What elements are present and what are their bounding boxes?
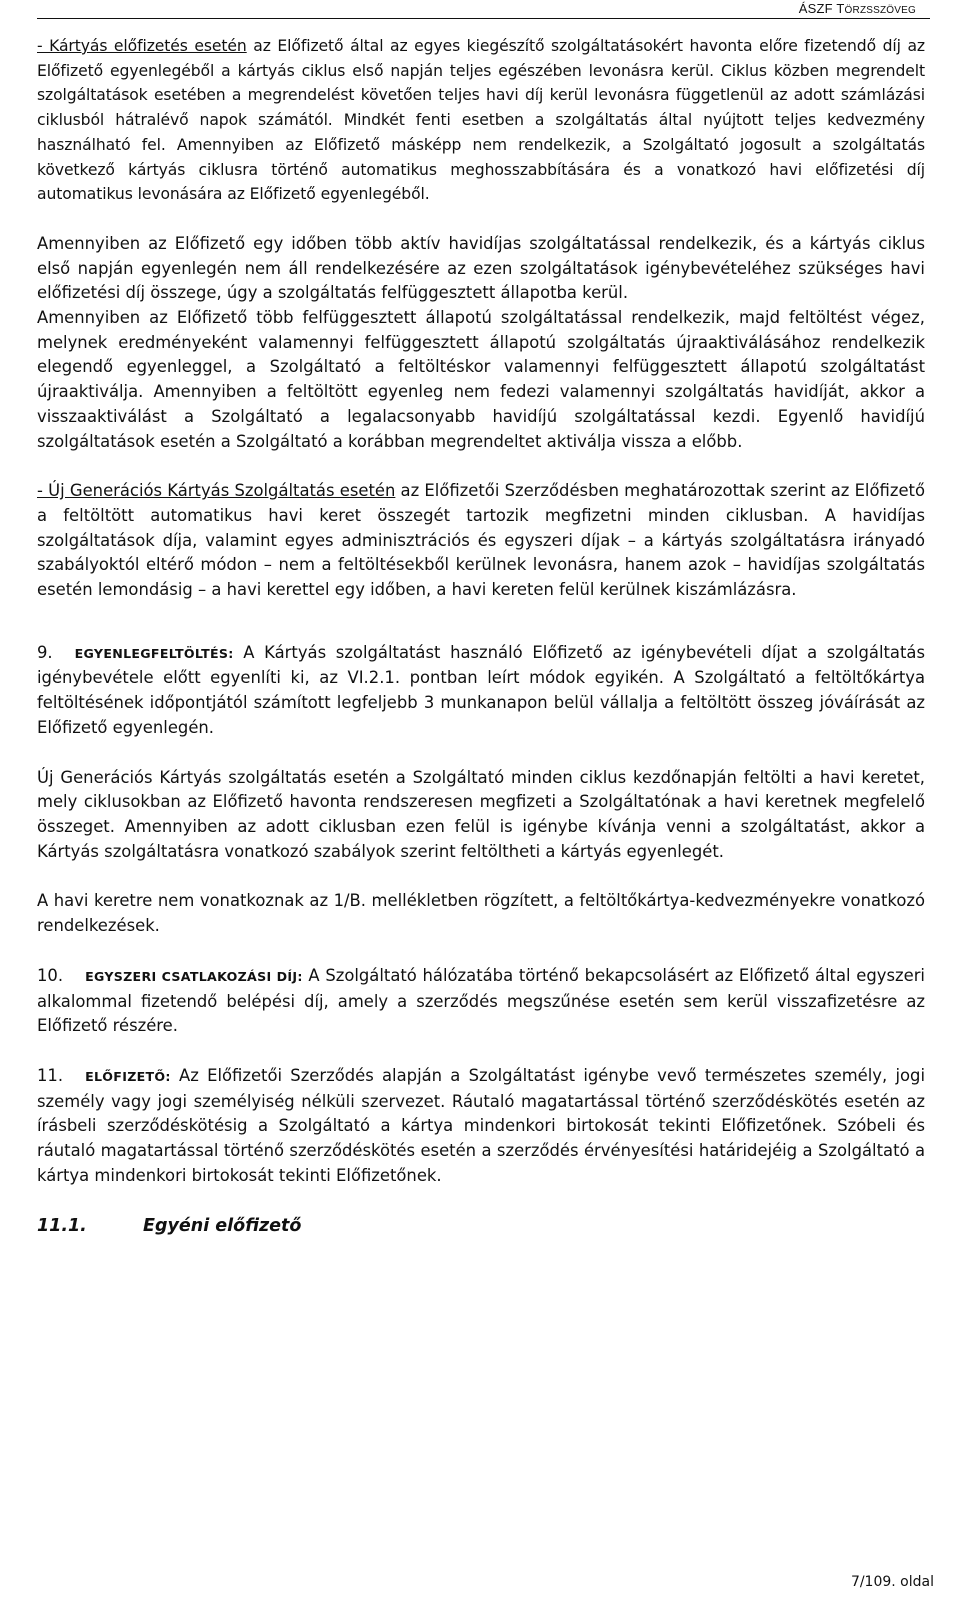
section-number: 10. <box>37 965 64 985</box>
section-number: 11. <box>37 1065 64 1085</box>
paragraph-reactivation: Amennyiben az Előfizető több felfüggesztett állapotú szolgáltatással rendelkezik, majd feltöltést végez, melynek eredményeként valamennyi felfüggesztett állapotú szolgáltatás újraaktiválásához rendelkezik elegendő egyenleggel, a Szolgáltató a feltöltéskor valamennyi felfüggesztett állapotú szolgáltatást újraaktiválja. Amennyiben a feltöltött egyenleg nem fedezi valamennyi szolgáltatás havidíját, akkor a visszaaktiválást a Szolgáltató a legalacsonyabb havidíjú szolgáltatással kezdi. Egyenlő havidíjú szolgáltatások esetén a Szolgáltató a korábban megrendeltet aktiválja vissza a előbb. <box>37 308 925 451</box>
document-title-smallcaps: ÖRZSSZÖVEG <box>844 5 916 16</box>
paragraph-lead-underlined: - Kártyás előfizetés esetén <box>37 37 247 55</box>
paragraph-text: az Előfizető által az egyes kiegészítő szolgáltatásokért havonta előre fizetendő díj az Előfizető egyenlegéből a kártyás ciklus első napján teljes egészében levonásra kerül. Ciklus közben megrendelt szolgáltatások esetében a megrendelést követően teljes havi díj kerül levonásra függetlenül az adott számlázási ciklusból hátralévő napok számától. Mindkét fenti esetben a szolgáltatás által nyújtott teljes kedvezmény használható fel. Amennyiben az Előfizető másképp nem rendelkezik, a Szolgáltató jogosult a szolgáltatás következő kártyás ciklusra történő automatikus meghosszabbítására és a vonatkozó havi előfizetési díj automatikus levonására az Előfizető egyenlegéből. <box>37 37 925 204</box>
section-number: 9. <box>37 642 53 662</box>
paragraph-prepaid-subscription <box>37 34 925 207</box>
section-9-balance-topup <box>37 641 925 741</box>
document-title-prefix: ÁSZF T <box>798 1 845 16</box>
page-header <box>37 0 930 19</box>
paragraph-suspension: Amennyiben az Előfizető egy időben több aktív havidíjas szolgáltatással rendelkezik, és a kártyás ciklus első napján egyenlegén nem áll rendelkezésére az ezen szolgáltatások igénybevételéhez szükséges havi előfizetési díj összege, úgy a szolgáltatás felfüggesztett állapotba kerül. <box>37 233 925 303</box>
section-text: A Szolgáltató hálózatába történő bekapcsolásért az Előfizető által egyszeri alkalommal fizetendő belépési díj, amely a szerződés megszűnése esetén sem kerül visszafizetésre az Előfizető részére. <box>37 965 925 1036</box>
section-keyword: EGYSZERI CSATLAKOZÁSI DÍJ: <box>85 968 303 984</box>
page-number: 7/109. oldal <box>850 1574 934 1590</box>
section-10-connection-fee <box>37 964 925 1039</box>
section-text: Az Előfizetői Szerződés alapján a Szolgáltatást igénybe vevő természetes személy, jogi személy vagy jogi személyiség nélküli szervezet. Ráutaló magatartással történő szerződéskötés esetén az írásbeli szerződéskötésig a Szolgáltató a kártya mindenkori birtokosát tekinti Előfizetőnek. Szóbeli és ráutaló magatartással történő szerződéskötés esetén a szerződés érvényesítési határidejéig a Szolgáltató a kártya mindenkori birtokosát tekinti Előfizetőnek. <box>37 1065 925 1185</box>
heading-number: 11.1. <box>37 1216 87 1237</box>
paragraph-monthly-credit-exception: A havi keretre nem vonatkoznak az 1/B. mellékletben rögzített, a feltöltőkártya-kedvezményekre vonatkozó rendelkezések. <box>37 891 925 936</box>
section-keyword: EGYENLEGFELTÖLTÉS: <box>74 645 234 661</box>
paragraph-text: az Előfizetői Szerződésben meghatározottak szerint az Előfizető a feltöltött automatikus havi keret összegét tartozik megfizetni minden ciklusban. A havidíjas szolgáltatások díja, valamint egyes adminisztrációs és egyszeri díjak – a kártyás szolgáltatásra irányadó szabályoktól eltérő módon – nem a feltöltésekből kerülnek levonásra, hanem azok – havidíjas szolgáltatás esetén lemondásig – a havi kerettel egy időben, a havi kereten felül kerülnek kiszámlázásra. <box>37 481 925 600</box>
section-11-subscriber <box>37 1064 925 1189</box>
section-keyword: ELŐFIZETŐ: <box>85 1068 171 1084</box>
document-body <box>37 34 925 1239</box>
section-text: A Kártyás szolgáltatást használó Előfizető az igénybevételi díjat a szolgáltatás igénybevétele előtt egyenlíti ki, az VI.2.1. pontban leírt módok egyikén. A Szolgáltató a feltöltőkártya feltöltésének időpontjától számított legfeljebb 3 munkanapon belül vállalja a feltöltött összeg jóváírását az Előfizető egyenlegén. <box>37 642 925 737</box>
paragraph-new-generation-service <box>37 479 925 603</box>
document-title <box>799 1 916 16</box>
heading-individual-subscriber <box>37 1213 925 1239</box>
paragraph-lead-underlined: - Új Generációs Kártyás Szolgáltatás esetén <box>37 481 396 501</box>
paragraph-monthly-credit: Új Generációs Kártyás szolgáltatás esetén a Szolgáltató minden ciklus kezdőnapján feltölti a havi keretet, mely ciklusokban az Előfizető havonta rendszeresen megfizeti a Szolgáltatónak a havi keretnek megfelelő összeget. Amennyiben az adott ciklusban ezen felül is igénybe kívánja venni a szolgáltatást, akkor a Kártyás szolgáltatásra vonatkozó szabályok szerint feltöltheti a kártyás egyenlegét. <box>37 767 925 861</box>
heading-title: Egyéni előfizető <box>143 1216 302 1237</box>
